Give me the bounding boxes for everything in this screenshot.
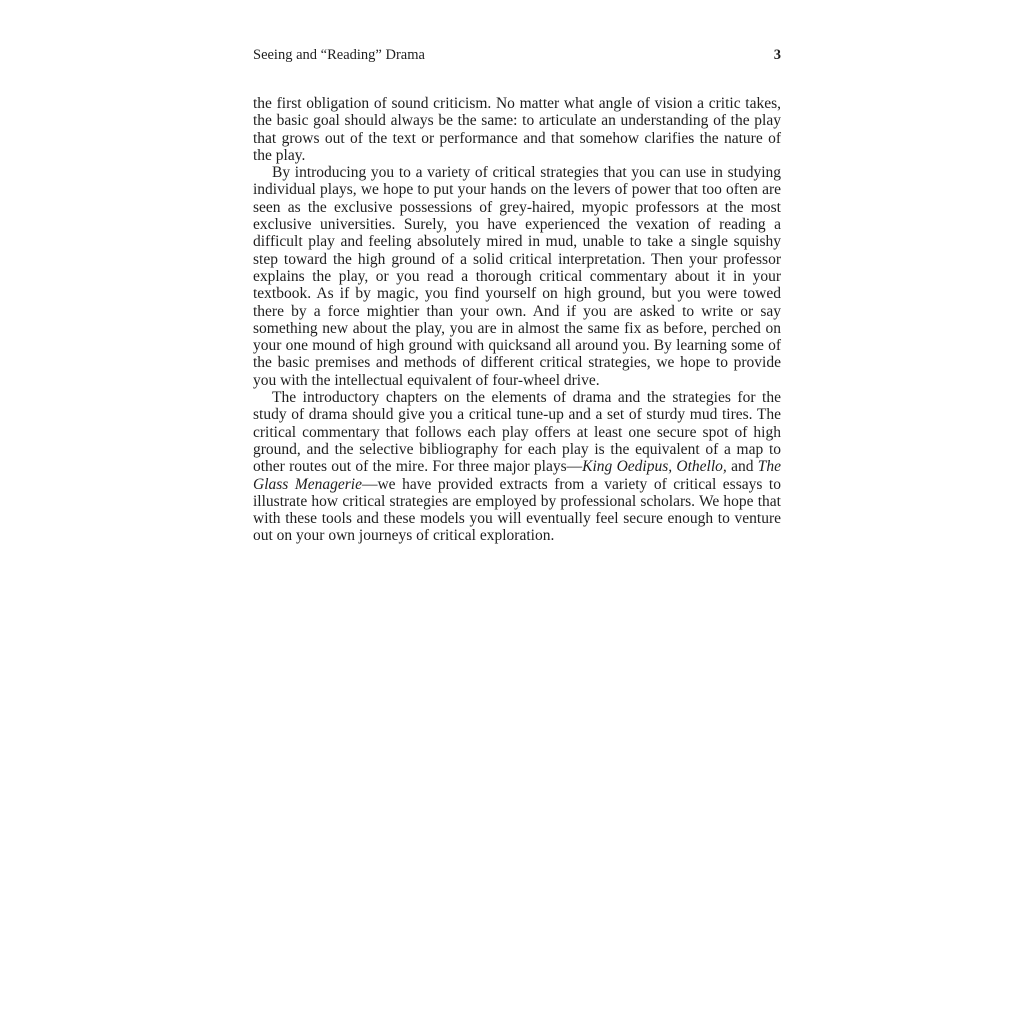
paragraph-3-text-end: —we have provided extracts from a variety of critical essays to illustrate how critical strategies are employed by professional scholars. We hope that with these tools and these models you will eventually feel secure enough to venture out on your own journeys of critical exploration.: [253, 475, 781, 545]
title-king-oedipus: King Oedipus,: [582, 458, 673, 476]
body-text: [253, 95, 781, 545]
paragraph-3: [253, 389, 781, 545]
paragraph-3-text-start: The introductory chapters on the elements of drama and the strategies for the study of drama should give you a critical tune-up and a set of sturdy mud tires. The critical commentary that follows each play offers at least one secure spot of high ground, and the selective bibliography for each play is the equivalent of a map to other routes out of the mire. For three major plays—: [253, 389, 781, 476]
paragraph-2: By introducing you to a variety of critical strategies that you can use in studying individual plays, we hope to put your hands on the levers of power that too often are seen as the exclusive possessions of grey-haired, myopic professors at the most exclusive universities. Surely, you have experienced the vexation of reading a difficult play and feeling absolutely mired in mud, unable to take a single squishy step toward the high ground of a solid critical interpretation. Then your professor explains the play, or you read a thorough critical commentary about it in your textbook. As if by magic, you find yourself on high ground, but you were towed there by a force mightier than your own. And if you are asked to write or say something new about the play, you are in almost the same fix as before, perched on your one mound of high ground with quicksand all around you. By learning some of the basic premises and methods of different critical strategies, we hope to provide you with the intellectual equivalent of four-wheel drive.: [253, 164, 781, 389]
running-head: [253, 47, 781, 67]
title-glass-menagerie: The Glass Menagerie: [253, 458, 782, 493]
title-othello: Othello,: [676, 458, 727, 476]
page-number: 3: [773, 47, 781, 63]
running-title: Seeing and “Reading” Drama: [253, 47, 425, 63]
paragraph-1: the first obligation of sound criticism. No matter what angle of vision a critic takes, the basic goal should always be the same: to articulate an understanding of the play that grows out of the text or performance and that somehow clarifies the nature of the play.: [253, 95, 781, 164]
separator: and: [726, 458, 758, 476]
